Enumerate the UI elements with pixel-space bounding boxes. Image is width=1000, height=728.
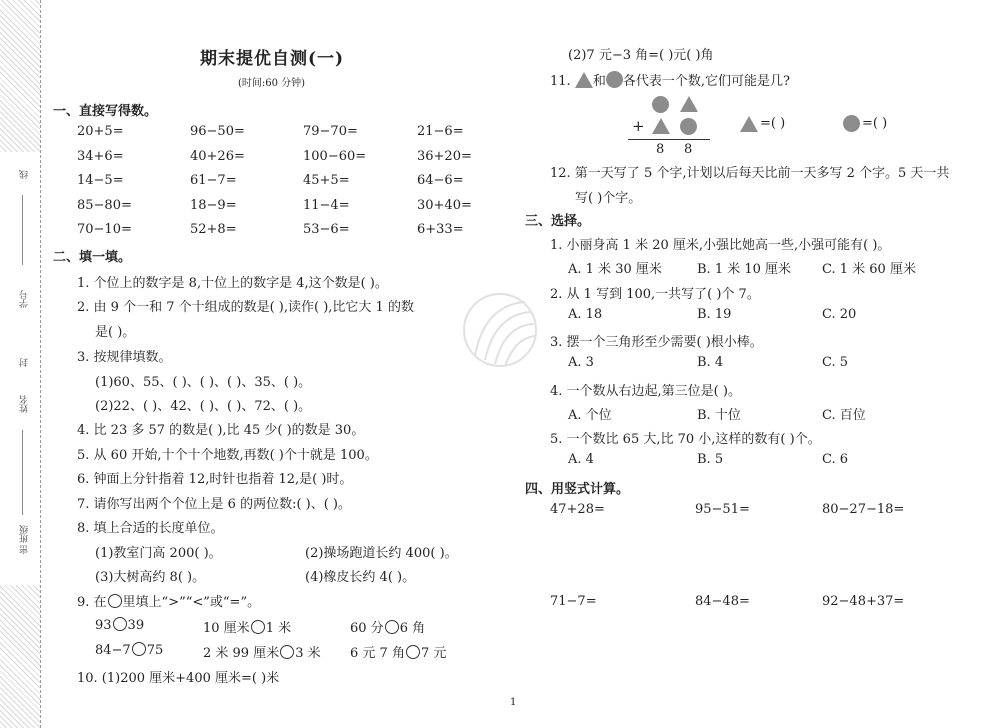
compare-circle-icon[interactable] xyxy=(132,642,146,656)
addition-line xyxy=(628,139,710,140)
mental-math-item: 52+8= xyxy=(190,222,237,237)
binding-margin xyxy=(0,0,40,728)
fill-q4: 4. 比 23 多 57 的数是( ),比 45 少( )的数是 30。 xyxy=(77,423,365,438)
fill-q9-pre: 9. 在 xyxy=(77,595,107,610)
mental-math-item: 79−70= xyxy=(303,124,358,139)
section-3-heading: 三、选择。 xyxy=(525,214,591,229)
fill-q3-2: (2)22、( )、42、( )、( )、72、( )。 xyxy=(95,399,312,414)
compare-left: 10 厘米 xyxy=(203,621,250,636)
vertical-calc-4: 71−7= xyxy=(550,594,597,609)
mental-math-item: 45+5= xyxy=(303,173,350,188)
vertical-calc-6: 92−48+37= xyxy=(822,594,905,609)
fill-q10-2: (2)7 元−3 角=( )元( )角 xyxy=(568,48,714,63)
compare-circle-icon[interactable] xyxy=(385,620,399,634)
compare-right: 1 米 xyxy=(265,621,292,636)
compare-item xyxy=(95,617,144,633)
section-4-heading: 四、用竖式计算。 xyxy=(525,482,630,497)
fill-q12-line2: 写( )个字。 xyxy=(575,191,642,206)
mental-math-item: 21−6= xyxy=(417,124,464,139)
fill-q8-4: (4)橡皮长约 4( )。 xyxy=(305,570,416,585)
compare-item xyxy=(95,642,163,658)
fill-q9-post: 里填上“>”“<”或“=”。 xyxy=(122,595,261,610)
compare-circle-icon[interactable] xyxy=(280,645,294,659)
binding-hatch-top xyxy=(0,0,40,152)
choice-option[interactable]: C. 百位 xyxy=(822,407,866,423)
mental-math-item: 34+6= xyxy=(77,148,124,164)
fill-q2-line1: 2. 由 9 个一和 7 个十组成的数是( ),读作( ),比它大 1 的数 xyxy=(77,300,414,315)
sum-tens: 8 xyxy=(656,142,665,157)
fill-q11-text: 各代表一个数,它们可能是几? xyxy=(622,74,790,89)
compare-circle-icon[interactable] xyxy=(113,617,127,631)
choice-option[interactable]: B. 十位 xyxy=(697,407,741,423)
compare-left: 2 米 99 厘米 xyxy=(203,646,280,661)
choice-option[interactable]: B. 1 米 10 厘米 xyxy=(697,262,792,277)
choice-option[interactable]: C. 20 xyxy=(822,306,857,322)
choice-question-4: 4. 一个数从右边起,第三位是( )。 xyxy=(550,383,741,399)
time-limit: (时间:60 分钟) xyxy=(238,78,306,89)
triangle-icon xyxy=(575,72,593,88)
number-underline xyxy=(22,195,23,265)
compare-left: 84−7 xyxy=(95,643,131,658)
fill-q8: 8. 填上合适的长度单位。 xyxy=(77,521,224,536)
choice-option[interactable]: C. 6 xyxy=(822,452,849,467)
fill-q2-line2: 是( )。 xyxy=(95,325,136,340)
mental-math-item: 70−10= xyxy=(77,222,132,237)
seal-label-mi: 密 xyxy=(20,545,30,554)
mental-math-item: 20+5= xyxy=(77,124,124,139)
fill-q3-1: (1)60、55、( )、( )、( )、35、( )。 xyxy=(95,375,312,390)
fill-q8-3: (3)大树高约 8( )。 xyxy=(95,570,206,585)
compare-right: 39 xyxy=(127,618,145,633)
compare-right: 75 xyxy=(146,643,164,658)
vertical-calc-5: 84−48= xyxy=(695,594,750,609)
choice-option[interactable]: A. 1 米 30 厘米 xyxy=(568,262,662,277)
fill-q9 xyxy=(77,591,260,610)
fill-q1: 1. 个位上的数字是 8,十位上的数字是 4,这个数是( )。 xyxy=(77,276,388,291)
seal-label-xian: 线 xyxy=(20,170,30,179)
choice-question-5: 5. 一个数比 65 大,比 70 小,这样的数有( )个。 xyxy=(550,432,821,447)
number-label: 学号 xyxy=(20,290,30,308)
compare-right: 7 元 xyxy=(420,646,447,661)
circle-icon xyxy=(606,71,623,88)
compare-circle-icon[interactable] xyxy=(406,645,420,659)
mental-math-item: 100−60= xyxy=(303,148,367,164)
fill-q11-num: 11. xyxy=(550,74,571,89)
vertical-calc-3: 80−27−18= xyxy=(822,502,905,517)
seal-label-feng: 封 xyxy=(20,358,30,367)
choice-option[interactable]: C. 5 xyxy=(822,355,849,370)
fill-q8-1: (1)教室门高 200( )。 xyxy=(95,546,222,561)
compare-circle-icon[interactable] xyxy=(251,620,265,634)
choice-option[interactable]: A. 18 xyxy=(568,306,603,322)
compare-item xyxy=(203,642,321,661)
fill-q11 xyxy=(550,70,790,89)
fill-q6: 6. 钟面上分针指着 12,时针也指着 12,是( )时。 xyxy=(77,472,353,487)
vertical-calc-2: 95−51= xyxy=(695,502,750,517)
compare-left: 60 分 xyxy=(350,621,384,636)
page-title: 期末提优自测(一) xyxy=(200,49,345,69)
answer-circle-blank: =( ) xyxy=(862,116,888,131)
choice-option[interactable]: B. 5 xyxy=(697,452,724,467)
compare-left: 6 元 7 角 xyxy=(350,646,405,661)
addend2-circle-icon xyxy=(680,118,697,135)
fill-q5: 5. 从 60 开始,十个十个地数,再数( )个十就是 100。 xyxy=(77,448,378,463)
mental-math-item: 11−4= xyxy=(303,197,350,213)
name-label: 姓名 xyxy=(20,395,30,413)
fill-q12-line1: 12. 第一天写了 5 个字,计划以后每天比前一天多写 2 个字。5 天一共 xyxy=(550,166,950,181)
answer-circle-icon xyxy=(843,115,860,132)
fill-q7: 7. 请你写出两个个位上是 6 的两位数:( )、( )。 xyxy=(77,497,352,512)
mental-math-item: 6+33= xyxy=(417,222,464,237)
choice-option[interactable]: B. 4 xyxy=(697,355,724,370)
choice-question-2: 2. 从 1 写到 100,一共写了( )个 7。 xyxy=(550,286,760,302)
binding-hatch-bottom xyxy=(0,585,40,728)
mental-math-item: 30+40= xyxy=(417,197,472,213)
name-underline xyxy=(22,430,23,515)
choice-option[interactable]: A. 个位 xyxy=(568,407,612,423)
mental-math-item: 40+26= xyxy=(190,148,245,164)
vertical-calc-1: 47+28= xyxy=(550,502,605,517)
answer-triangle-icon xyxy=(740,116,758,132)
section-1-heading: 一、直接写得数。 xyxy=(53,104,158,119)
page-number: 1 xyxy=(510,697,517,708)
mental-math-item: 18−9= xyxy=(190,197,237,213)
mental-math-item: 61−7= xyxy=(190,173,237,188)
mental-math-item: 85−80= xyxy=(77,197,132,213)
plus-sign: + xyxy=(632,117,645,135)
fill-q8-2: (2)操场跑道长约 400( )。 xyxy=(305,546,458,561)
compare-item xyxy=(350,642,446,661)
choice-option[interactable]: A. 3 xyxy=(568,355,594,370)
choice-question-1: 1. 小丽身高 1 米 20 厘米,小强比她高一些,小强可能有( )。 xyxy=(550,238,891,253)
watermark-logo xyxy=(455,290,545,390)
mental-math-item: 96−50= xyxy=(190,124,245,139)
answer-triangle-blank: =( ) xyxy=(760,116,786,131)
mental-math-item: 64−6= xyxy=(417,173,464,188)
mental-math-item: 53−6= xyxy=(303,222,350,237)
fill-q3: 3. 按规律填数。 xyxy=(77,350,172,365)
fill-q10-1: 10. (1)200 厘米+400 厘米=( )米 xyxy=(77,671,280,686)
fill-q11-and: 和 xyxy=(592,74,606,89)
class-label: 班级 xyxy=(20,525,30,543)
addend1-circle-icon xyxy=(652,96,669,113)
compare-item xyxy=(203,617,291,636)
addend2-triangle-icon xyxy=(652,118,670,134)
compare-item xyxy=(350,617,425,636)
compare-left: 93 xyxy=(95,618,112,633)
addend1-triangle-icon xyxy=(680,96,698,112)
compare-circle-icon xyxy=(108,594,122,608)
choice-option[interactable]: C. 1 米 60 厘米 xyxy=(822,262,916,277)
compare-right: 6 角 xyxy=(399,621,426,636)
choice-option[interactable]: B. 19 xyxy=(697,306,732,322)
sum-ones: 8 xyxy=(684,142,693,157)
choice-question-3: 3. 摆一个三角形至少需要( )根小棒。 xyxy=(550,335,763,350)
section-2-heading: 二、填一填。 xyxy=(53,250,132,265)
mental-math-item: 14−5= xyxy=(77,173,124,188)
compare-right: 3 米 xyxy=(295,646,321,661)
choice-option[interactable]: A. 4 xyxy=(568,452,594,467)
mental-math-item: 36+20= xyxy=(417,148,472,164)
binding-dashed-line xyxy=(40,0,42,728)
